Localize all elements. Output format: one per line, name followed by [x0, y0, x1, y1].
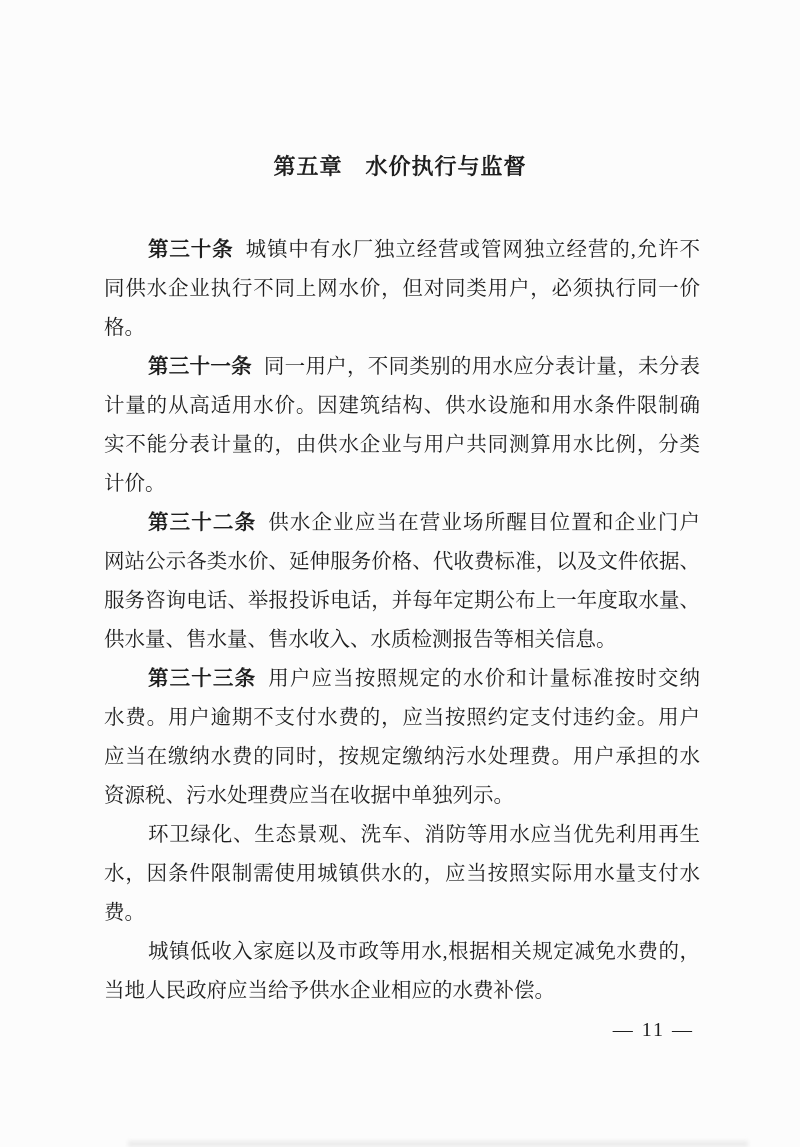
text-line [104, 348, 700, 387]
article-number: 第三十二条 [148, 512, 257, 534]
line-text: 供水量、售水量、售水收入、水质检测报告等相关信息。 [104, 629, 617, 651]
text-line [104, 660, 700, 699]
article-number: 第三十三条 [148, 668, 257, 690]
article-number: 第三十条 [148, 239, 234, 261]
line-text: 用户应当按照规定的水价和计量标准按时交纳 [268, 668, 700, 690]
line-text: 计价。 [104, 473, 166, 495]
line-text: 应当在缴纳水费的同时，按规定缴纳污水处理费。用户承担的水 [104, 746, 700, 768]
text-line [104, 309, 700, 348]
line-text: 服务咨询电话、举报投诉电话，并每年定期公布上一年度取水量、 [104, 590, 700, 612]
line-text: 格。 [104, 317, 145, 339]
line-text: 城镇低收入家庭以及市政等用水,根据相关规定减免水费的， [148, 941, 700, 963]
paragraph-article-32 [104, 504, 700, 660]
text-line [104, 231, 700, 270]
paragraph-reclaimed-water [104, 816, 700, 933]
line-text: 计量的从高适用水价。因建筑结构、供水设施和用水条件限制确 [104, 395, 700, 417]
line-text: 实不能分表计量的，由供水企业与用户共同测算用水比例，分类 [104, 434, 700, 456]
line-text: 水，因条件限制需使用城镇供水的，应当按照实际用水量支付水 [104, 863, 700, 885]
text-line [104, 387, 700, 426]
text-line [104, 933, 700, 972]
paragraph-article-33 [104, 660, 700, 816]
text-line [104, 777, 700, 816]
line-text: 同一用户，不同类别的用水应分表计量，未分表 [263, 356, 700, 378]
document-body [104, 231, 700, 1011]
scan-artifact [128, 1141, 748, 1147]
text-line [104, 270, 700, 309]
text-line [104, 465, 700, 504]
text-line [104, 621, 700, 660]
page-number: — 11 — [612, 1019, 694, 1041]
text-line [104, 894, 700, 933]
paragraph-article-31 [104, 348, 700, 504]
article-number: 第三十一条 [148, 356, 252, 378]
line-text: 费。 [104, 902, 145, 924]
paragraph-low-income-subsidy [104, 933, 700, 1011]
line-text: 城镇中有水厂独立经营或管网独立经营的,允许不 [245, 239, 700, 261]
text-line [104, 504, 700, 543]
text-line [104, 426, 700, 465]
line-text: 资源税、污水处理费应当在收据中单独列示。 [104, 785, 514, 807]
line-text: 环卫绿化、生态景观、洗车、消防等用水应当优先利用再生 [148, 824, 700, 846]
text-line [104, 543, 700, 582]
text-line [104, 816, 700, 855]
line-text: 当地人民政府应当给予供水企业相应的水费补偿。 [104, 980, 555, 1002]
paragraph-article-30 [104, 231, 700, 348]
line-text: 网站公示各类水价、延伸服务价格、代收费标准，以及文件依据、 [104, 551, 700, 573]
text-line [104, 582, 700, 621]
text-line [104, 738, 700, 777]
chapter-title: 第五章 水价执行与监督 [273, 154, 527, 179]
text-line [104, 972, 700, 1011]
text-line [104, 855, 700, 894]
line-text: 水费。用户逾期不支付水费的，应当按照约定支付违约金。用户 [104, 707, 700, 729]
line-text: 同供水企业执行不同上网水价，但对同类用户，必须执行同一价 [104, 278, 700, 300]
text-line [104, 699, 700, 738]
line-text: 供水企业应当在营业场所醒目位置和企业门户 [268, 512, 700, 534]
